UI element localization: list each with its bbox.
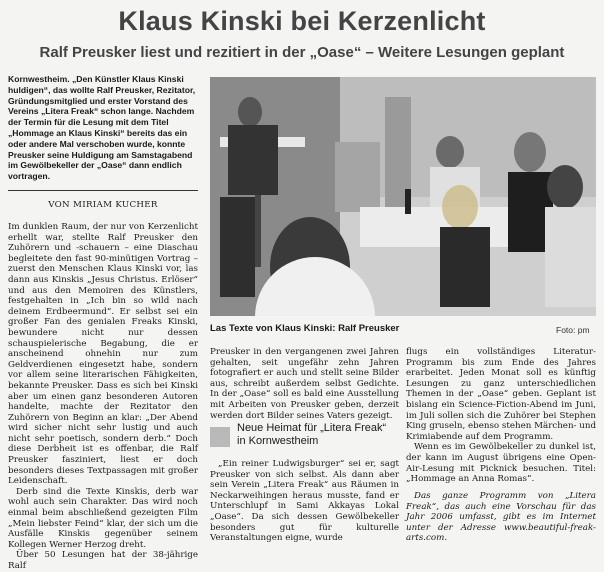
body-paragraph: flugs ein vollständiges Literatur-Programm bis zum Ende des Jahres erarbeitet. Jeden Monat soll es künftig Lesungen zu ganz unterschiedlichen Themen in der „Oase“ geben. Geplant ist bislang ein Science-Fiction-Abend im Juni, im Juli sollen sich die Zuhörer bei Stephen King gruseln, ebenso stehen Märchen- und Krimiabende auf dem Programm. — [406, 347, 596, 442]
photo-credit: Foto: pm — [556, 325, 590, 335]
body-paragraph: Über 50 Lesungen hat der 38-jährige Ralf — [8, 550, 198, 571]
photo-caption: Las Texte von Klaus Kinski: Ralf Preusker — [210, 323, 400, 334]
byline: VON MIRIAM KUCHER — [48, 200, 158, 210]
body-paragraph: Im dunklen Raum, der nur von Kerzenlicht erhellt war, stellte Ralf Preusker den Zuhörern und -schauern – eine Diaschau begleitete den fast 90-minütigen Vortrag – zuerst den Menschen Klaus Kinski vor, las dann aus Kinskis „Jesus Christus. Erlöser“ und aus den Memoiren des Künstlers, festgehalten in „Ich bin so wild nach deinem Erdbeermund“. Er selbst sei ein großer Fan des genialen Freaks Kinski, bewundere nicht nur dessen schauspielerische Begabung, die er anscheinend ohnehin nur zum Geldverdienen eingesetzt habe, sondern vor allem seine literarischen Fähigkeiten, bekannte Preusker. Dass es sich bei Kinski aber um einen ganz besonderen Autoren handelte, machte der Rezitator den Zuhörern von Beginn an klar: „Der Abend wird sicher nicht sehr lustig und auch nicht sehr poetisch, sondern derb.“ Doch diese Derbheit ist es offenbar, die Ralf Preusker fasziniert, liest er doch besonders dieses Textpassagen mit großer Leidenschaft. — [8, 222, 198, 487]
square-marker-icon — [210, 427, 230, 447]
headline: Klaus Kinski bei Kerzenlicht — [118, 6, 486, 36]
body-paragraph: Derb sind die Texte Kinskis, derb war wohl auch sein Charakter. Das wird noch einmal beim abschließend gezeigten Film „Mein liebster Feind“ klar, der sich um die Ausfälle Kinskis gegenüber seinem Kollegen Werner Herzog dreht. — [8, 486, 198, 550]
body-column-2-continued: „Ein reiner Ludwigsburger“ sei er, sagt Preusker von sich selbst. Als dann aber sein Verein „Litera Freak“ aus Räumen in Neckarweihingen heraus musste, fand er Unterschlupf in Sami Akkayas Lokal „Oase“. Da sich dessen Gewölbekeller besonders gut für kulturelle Veranstaltungen eigne, wurde — [210, 459, 399, 544]
article-photo — [210, 77, 596, 316]
body-column-1 — [8, 222, 198, 572]
body-column-3 — [406, 347, 596, 485]
body-column-2: Preusker in den vergangenen zwei Jahren gehalten, seit ungefähr zehn Jahren fotografiert er auch und stellt seine Bilder aus, schreibt außerdem selbst Gedichte. In der „Oase“ soll es bald eine Ausstellung mit Arbeiten von Preusker geben, derzeit werden dort Bilder seines Vaters gezeigt. — [210, 347, 399, 421]
subheading: Neue Heimat für „Litera Freak“ in Kornwestheim — [237, 422, 387, 447]
intro-paragraph: Kornwestheim. „Den Künstler Klaus Kinski huldigen“, das wollte Ralf Preusker, Rezitator, Gründungsmitglied und erster Vorstand des Vereins „Litera Freak“ schon lange. Nachdem der Termin für die Lesung mit dem Titel „Hommage an Klaus Kinski“ bereits das ein oder andere Mal verschoben wurde, konnte Preusker seine Huldigung am Samstagabend im Gewölbekeller der „Oase“ dann endlich vortragen. — [8, 74, 196, 182]
subheadline: Ralf Preusker liest und rezitiert in der „Oase“ – Weitere Lesungen geplant — [39, 44, 565, 61]
divider — [8, 190, 198, 191]
body-paragraph: Wenn es im Gewölbekeller zu dunkel ist, der kann im August übrigens eine Open-Air-Lesung mit Picknick besuchen. Titel: „Hommage an Anna Romas“. — [406, 442, 596, 485]
subheading-box — [210, 422, 399, 456]
program-note: Das ganze Programm von „Litera Freak“, das auch eine Vorschau für das Jahr 2006 umfasst, gibt es im Internet unter der Adresse www.beautiful-freak-arts.com. — [406, 491, 596, 544]
